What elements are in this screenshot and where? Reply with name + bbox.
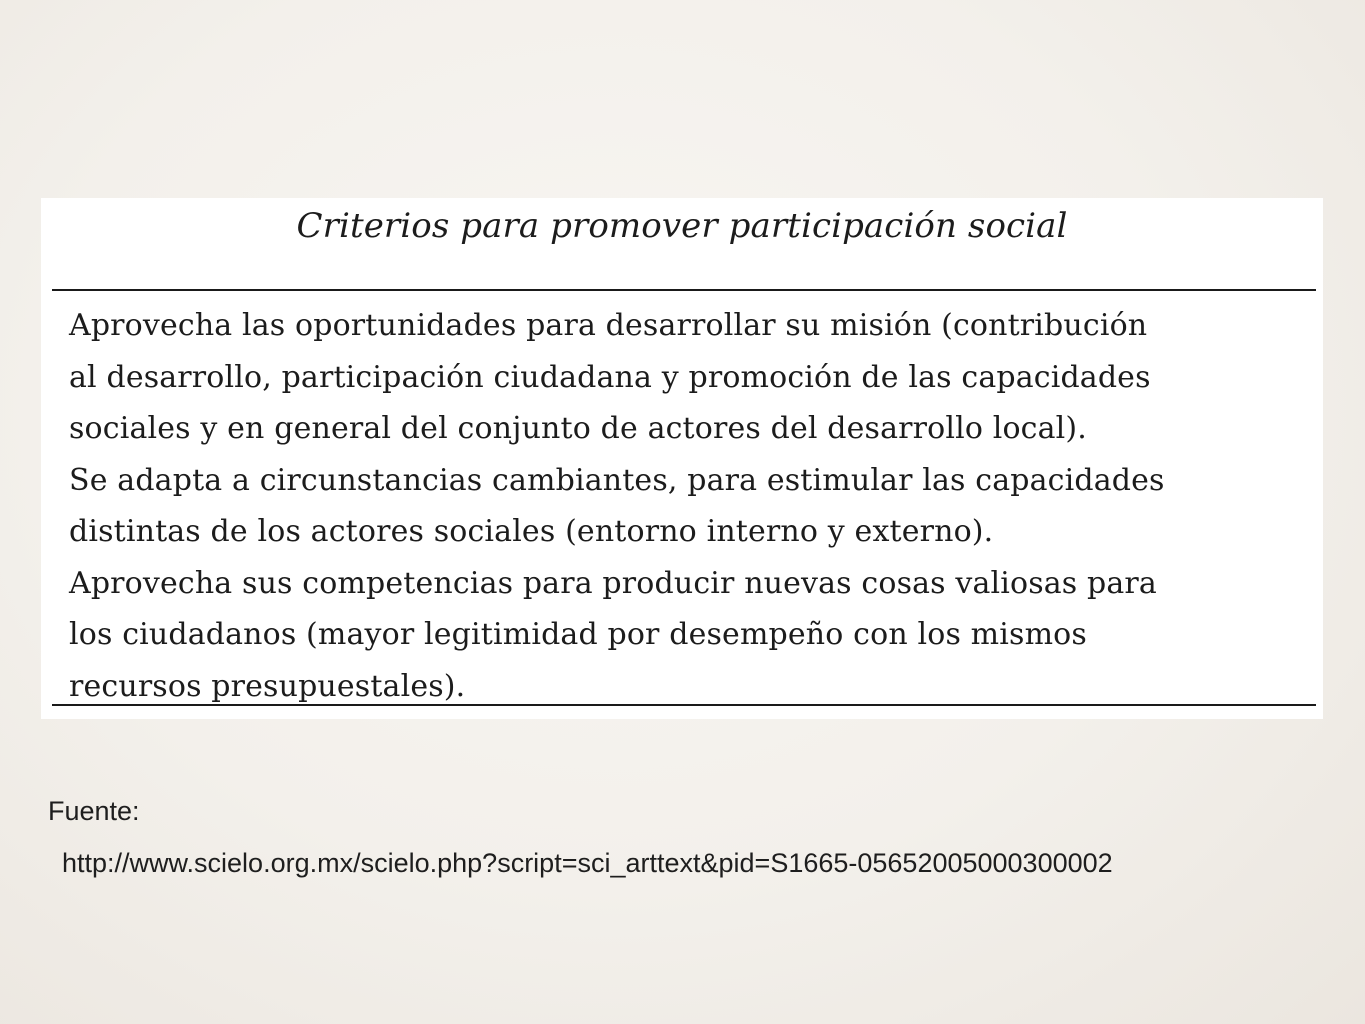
criterion-line: distintas de los actores sociales (entorno interno y externo). — [69, 514, 994, 549]
criterion-2 — [69, 455, 1309, 558]
source-label: Fuente: — [48, 796, 140, 826]
criterion-line: al desarrollo, participación ciudadana y promoción de las capacidades — [69, 359, 1151, 395]
criterion-line: Se adapta a circunstancias cambiantes, para estimular las capacidades — [69, 462, 1165, 498]
criterion-line: recursos presupuestales). — [69, 668, 466, 704]
criterion-3 — [69, 558, 1309, 713]
criteria-table — [41, 198, 1323, 719]
criterion-line: sociales y en general del conjunto de actores del desarrollo local). — [69, 411, 1087, 446]
criterion-line: Aprovecha las oportunidades para desarrollar su misión (contribución — [69, 308, 1148, 343]
criterion-line: Aprovecha sus competencias para producir nuevas cosas valiosas para — [69, 565, 1157, 601]
criterion-line: los ciudadanos (mayor legitimidad por desempeño con los mismos — [69, 617, 1087, 652]
table-top-rule — [52, 289, 1316, 291]
table-bottom-rule — [52, 704, 1316, 706]
source-url: http://www.scielo.org.mx/scielo.php?script=sci_arttext&pid=S1665-05652005000300002 — [62, 848, 1113, 878]
table-title: Criterios para promover participación social — [296, 206, 1068, 246]
criterion-1 — [69, 300, 1309, 455]
table-body — [69, 300, 1309, 712]
